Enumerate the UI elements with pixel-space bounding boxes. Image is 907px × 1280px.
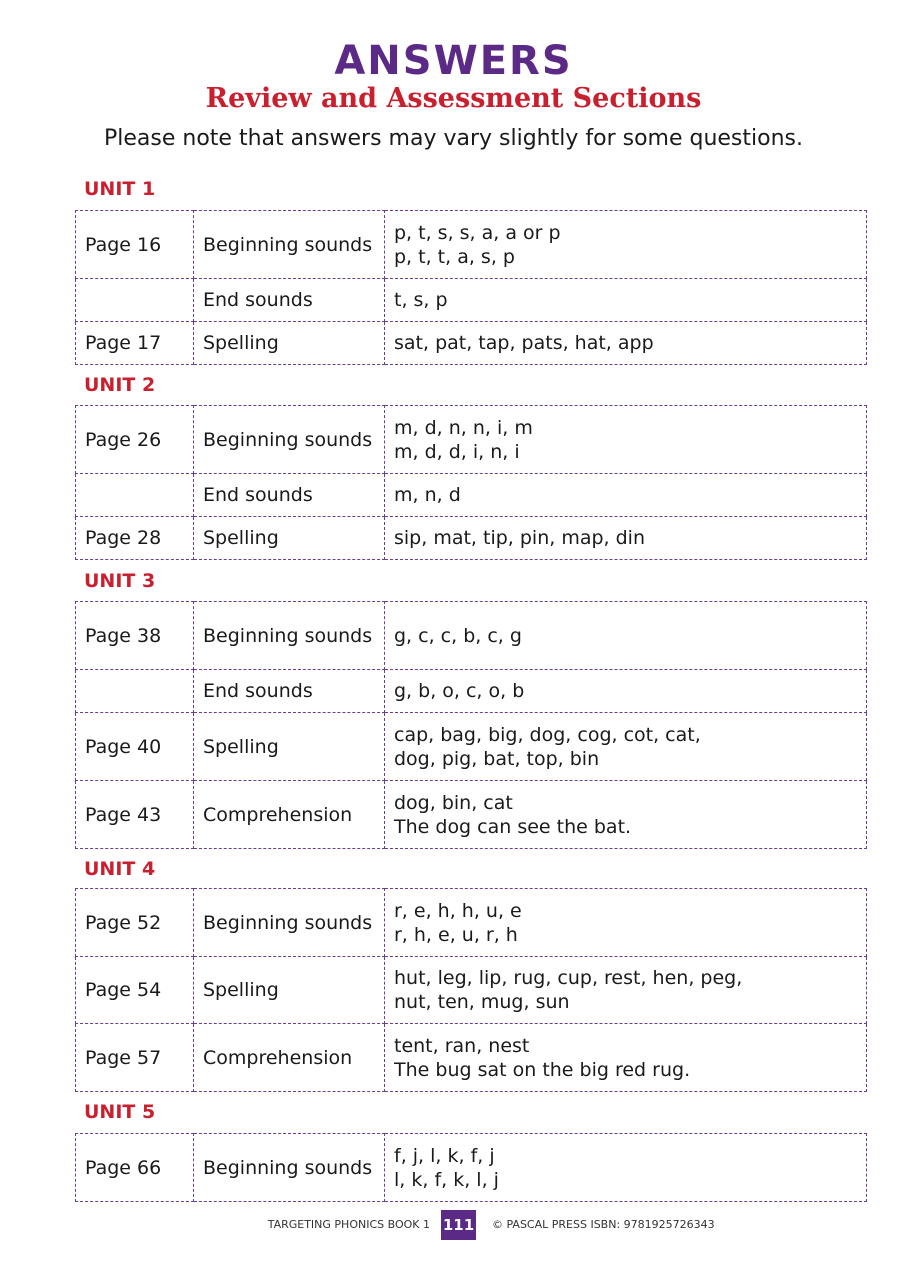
page-reference-cell — [76, 279, 194, 322]
section-cell: Spelling — [194, 957, 385, 1024]
section-cell: Beginning sounds — [194, 889, 385, 957]
table-row — [76, 279, 867, 322]
answer-line: hut, leg, lip, rug, cup, rest, hen, peg, — [394, 967, 743, 989]
section-cell: Beginning sounds — [194, 602, 385, 670]
answers-cell — [385, 602, 867, 670]
answer-line: tent, ran, nest — [394, 1034, 530, 1057]
answers-cell — [385, 406, 867, 474]
unit-heading: UNIT 4 — [84, 858, 156, 880]
answer-line: p, t, t, a, s, p — [394, 245, 515, 268]
page-reference-cell: Page 57 — [76, 1024, 194, 1092]
section-cell: End sounds — [194, 670, 385, 713]
section-cell: Comprehension — [194, 781, 385, 849]
page-reference-cell: Page 40 — [76, 713, 194, 781]
table-row — [76, 1134, 867, 1202]
table-row — [76, 781, 867, 849]
answers-table — [75, 888, 867, 1092]
answer-line: r, e, h, h, u, e — [394, 899, 522, 922]
answer-line: dog, pig, bat, top, bin — [394, 747, 600, 770]
answers-cell — [385, 1024, 867, 1092]
table-row — [76, 957, 867, 1024]
answer-line: g, b, o, c, o, b — [394, 680, 525, 702]
answer-line: The dog can see the bat. — [394, 815, 632, 838]
answer-line: f, j, l, k, f, j — [394, 1144, 495, 1167]
answers-cell — [385, 713, 867, 781]
answer-line: m, d, d, i, n, i — [394, 440, 520, 463]
answer-line: r, h, e, u, r, h — [394, 923, 518, 946]
answers-cell — [385, 1134, 867, 1202]
answers-cell — [385, 322, 867, 365]
section-cell: Beginning sounds — [194, 406, 385, 474]
page-footer — [0, 1210, 907, 1242]
page-reference-cell: Page 66 — [76, 1134, 194, 1202]
table-row — [76, 211, 867, 279]
section-cell: End sounds — [194, 474, 385, 517]
unit-heading: UNIT 1 — [84, 178, 156, 200]
page-reference-cell: Page 28 — [76, 517, 194, 560]
page-reference-cell: Page 26 — [76, 406, 194, 474]
answers-table — [75, 405, 867, 560]
answers-cell — [385, 781, 867, 849]
section-cell: Beginning sounds — [194, 211, 385, 279]
table-row — [76, 713, 867, 781]
answers-cell — [385, 889, 867, 957]
section-cell: Spelling — [194, 322, 385, 365]
footer-book-title: TARGETING PHONICS BOOK 1 — [267, 1218, 430, 1231]
answers-table — [75, 210, 867, 365]
table-row — [76, 517, 867, 560]
page-reference-cell — [76, 670, 194, 713]
section-cell: Beginning sounds — [194, 1134, 385, 1202]
table-row — [76, 322, 867, 365]
unit-heading: UNIT 2 — [84, 374, 156, 396]
page-reference-cell: Page 54 — [76, 957, 194, 1024]
section-cell: Spelling — [194, 517, 385, 560]
page-title: ANSWERS — [334, 38, 573, 84]
section-cell: Spelling — [194, 713, 385, 781]
table-row — [76, 602, 867, 670]
answer-line: nut, ten, mug, sun — [394, 991, 570, 1013]
unit-heading: UNIT 5 — [84, 1101, 156, 1123]
answers-table — [75, 1133, 867, 1202]
answers-cell — [385, 670, 867, 713]
answers-cell — [385, 211, 867, 279]
page-number: 111 — [441, 1210, 476, 1240]
answers-cell — [385, 279, 867, 322]
answer-line: l, k, f, k, l, j — [394, 1168, 499, 1191]
page-reference-cell — [76, 474, 194, 517]
table-row — [76, 1024, 867, 1092]
page-reference-cell: Page 16 — [76, 211, 194, 279]
answer-line: The bug sat on the big red rug. — [394, 1058, 691, 1081]
table-row — [76, 406, 867, 474]
answer-line: cap, bag, big, dog, cog, cot, cat, — [394, 723, 701, 746]
answer-line: m, n, d — [394, 484, 461, 506]
answer-line: sip, mat, tip, pin, map, din — [394, 527, 645, 549]
page-subtitle: Review and Assessment Sections — [205, 83, 702, 114]
page-reference-cell: Page 17 — [76, 322, 194, 365]
answers-cell — [385, 517, 867, 560]
answer-line: dog, bin, cat — [394, 791, 513, 814]
section-cell: Comprehension — [194, 1024, 385, 1092]
page-reference-cell: Page 43 — [76, 781, 194, 849]
section-cell: End sounds — [194, 279, 385, 322]
answers-note: Please note that answers may vary slightly for some questions. — [104, 126, 803, 151]
footer-publisher: © PASCAL PRESS ISBN: 9781925726343 — [492, 1218, 715, 1231]
page-reference-cell: Page 52 — [76, 889, 194, 957]
unit-heading: UNIT 3 — [84, 570, 156, 592]
page-reference-cell: Page 38 — [76, 602, 194, 670]
answer-line: p, t, s, s, a, a or p — [394, 221, 561, 244]
table-row — [76, 474, 867, 517]
answers-cell — [385, 474, 867, 517]
answer-line: m, d, n, n, i, m — [394, 416, 533, 439]
table-row — [76, 889, 867, 957]
answers-cell — [385, 957, 867, 1024]
answer-line: sat, pat, tap, pats, hat, app — [394, 332, 654, 354]
answer-line: t, s, p — [394, 289, 448, 311]
answer-line: g, c, c, b, c, g — [394, 624, 522, 647]
table-row — [76, 670, 867, 713]
answers-table — [75, 601, 867, 849]
